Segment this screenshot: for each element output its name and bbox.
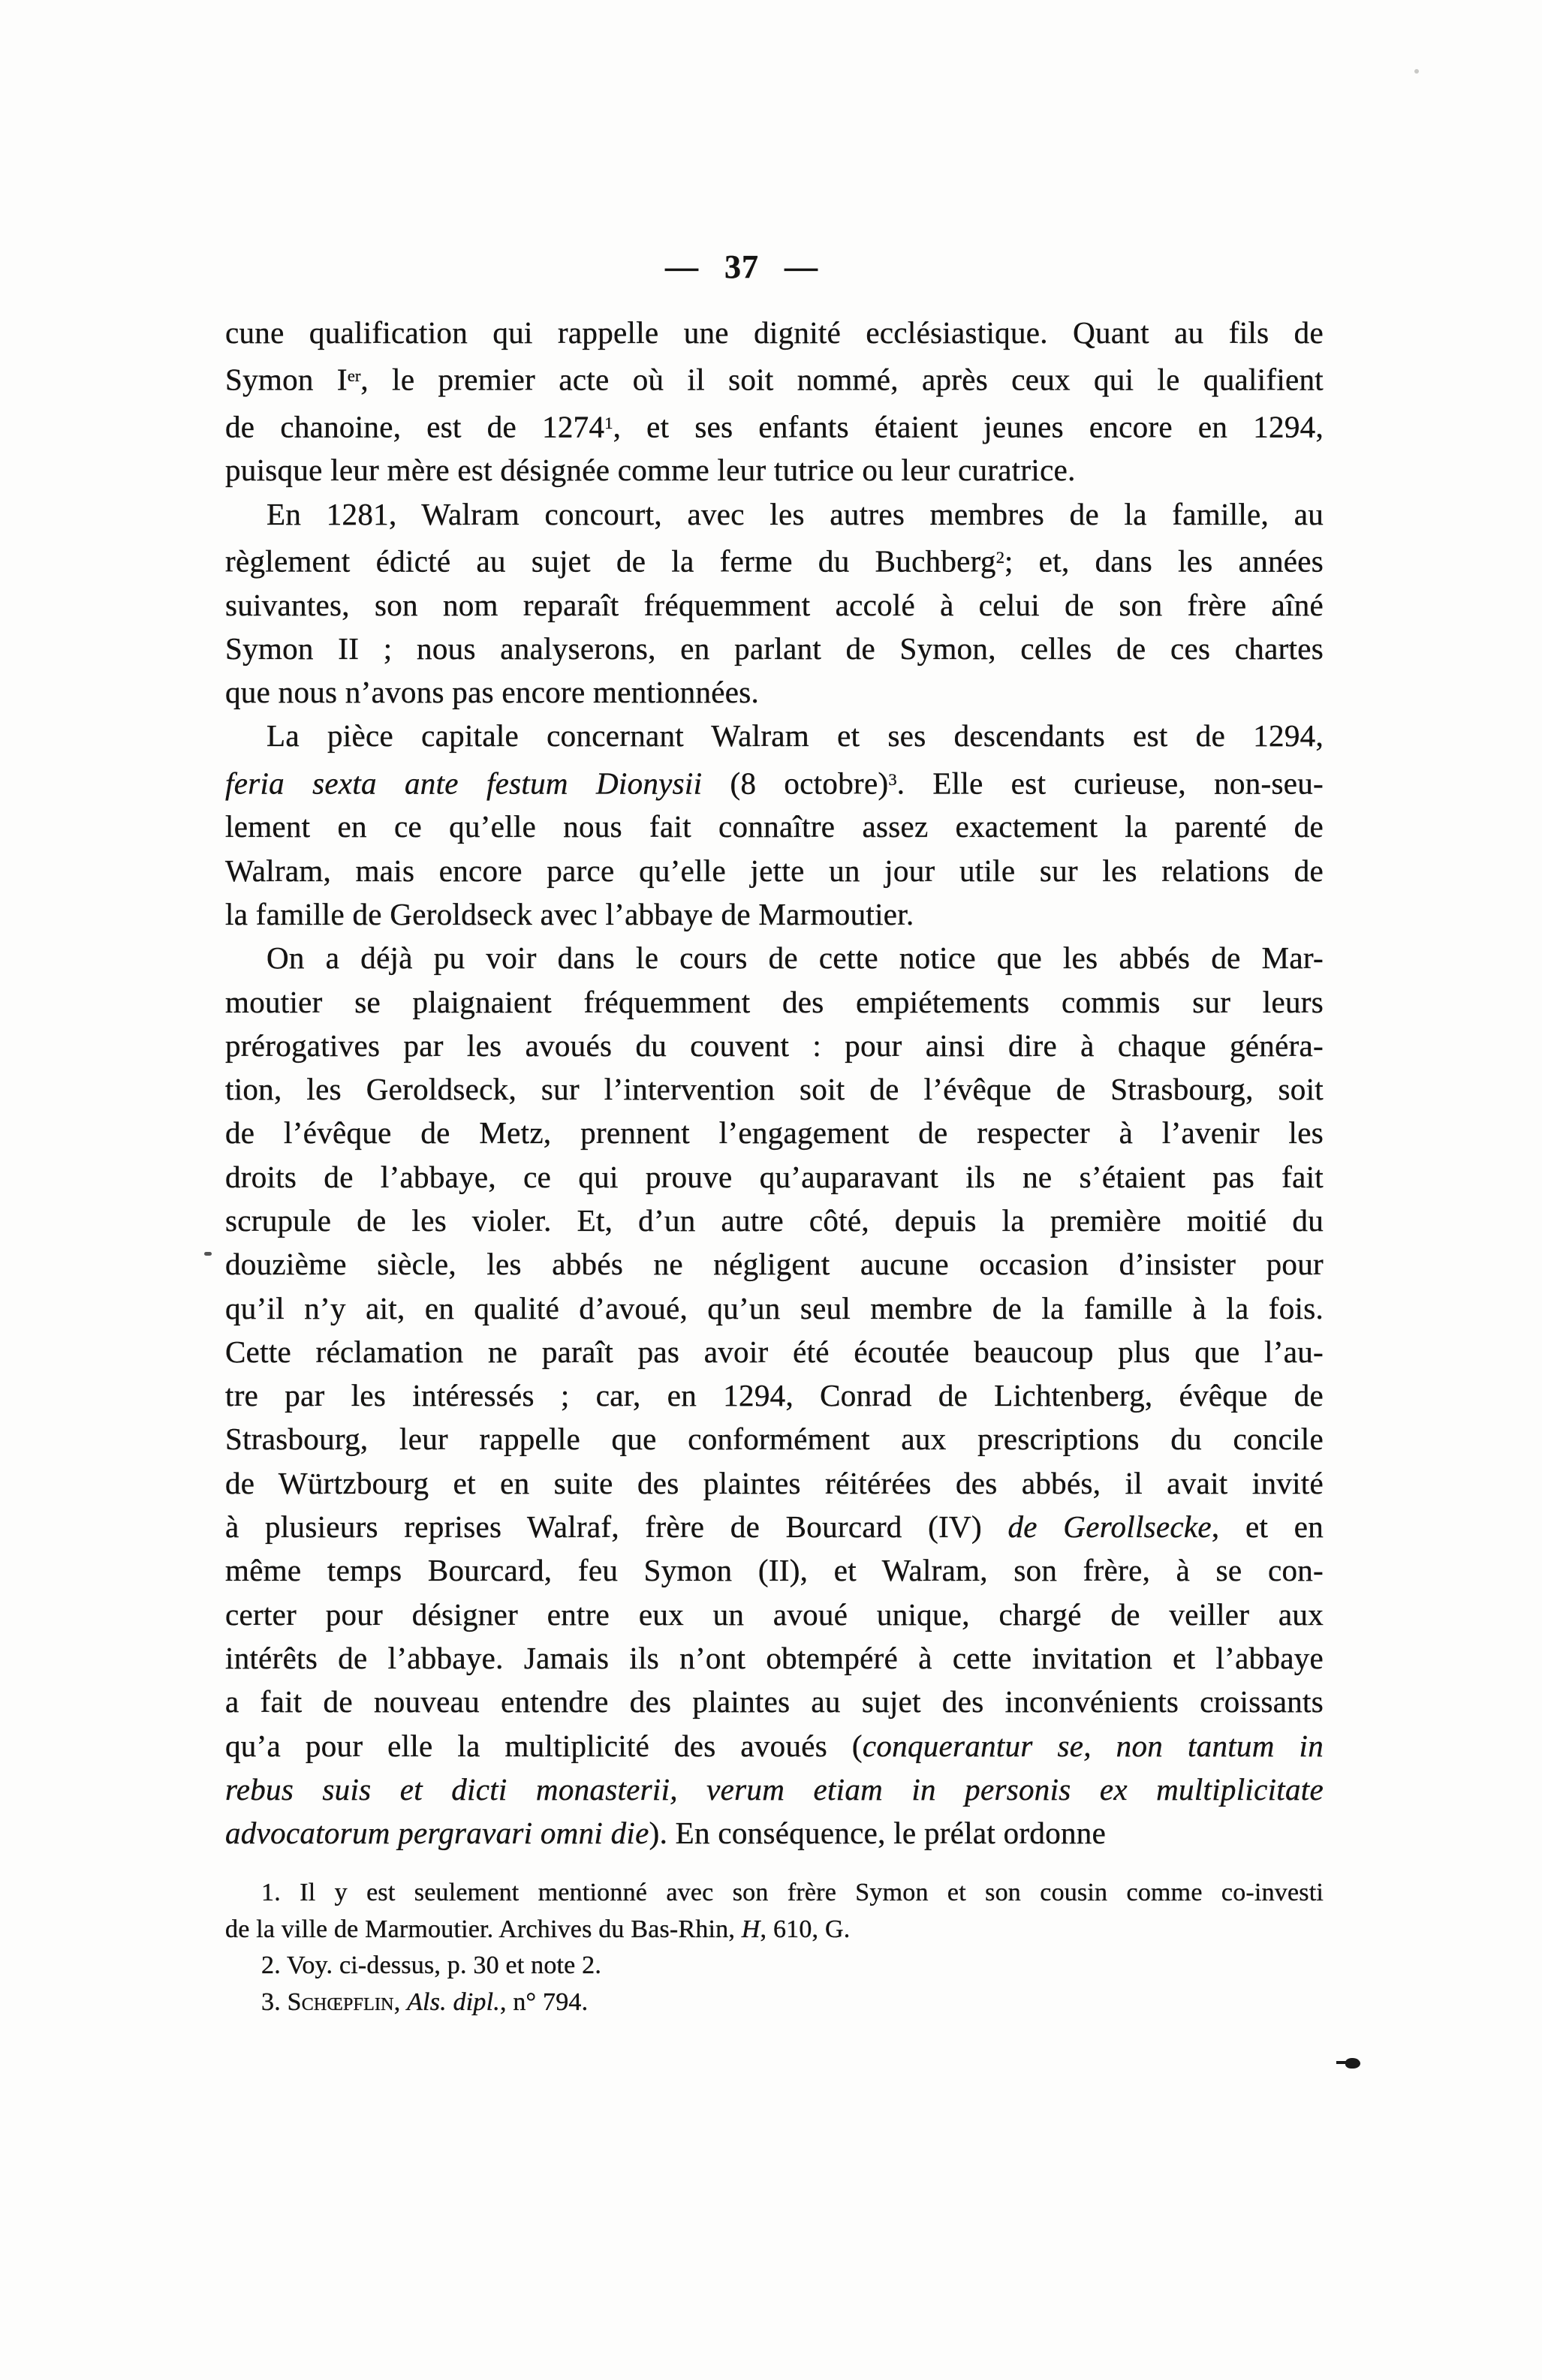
text-run: Symon II ; nous analyserons, en parlant de Symon, celles de ces chartes xyxy=(225,630,1324,666)
text-line xyxy=(225,805,1324,848)
text-run: 2 xyxy=(995,548,1004,567)
text-run: , et ses enfants étaient jeunes encore en 1294, xyxy=(613,409,1324,444)
text-run: Symon I xyxy=(225,362,348,397)
text-run: puisque leur mère est désignée comme leur tutrice ou leur curatrice. xyxy=(225,453,1076,488)
text-run: moutier se plaignaient fréquemment des empiétements commis sur leurs xyxy=(225,984,1324,1019)
text-run: . Elle est curieuse, non-seu- xyxy=(896,766,1324,801)
text-line xyxy=(225,1875,1324,1912)
text-run: advocatorum pergravari omni die xyxy=(225,1816,649,1851)
text-run: droits de l’abbaye, ce qui prouve qu’auparavant ils ne s’étaient pas fait xyxy=(225,1159,1324,1194)
text-line xyxy=(225,1768,1324,1811)
text-line xyxy=(225,980,1324,1024)
text-line xyxy=(225,1948,1324,1984)
text-line xyxy=(225,1286,1324,1330)
text-line xyxy=(225,1811,1324,1855)
text-line xyxy=(225,1199,1324,1242)
text-line xyxy=(225,354,1324,402)
text-run: Als. dipl. xyxy=(407,1987,500,2016)
text-line xyxy=(225,1330,1324,1374)
text-run: , xyxy=(393,1987,408,2016)
text-run: qu’il n’y ait, en qualité d’avoué, qu’un seul membre de la famille à la fois. xyxy=(225,1290,1324,1325)
text-run: certer pour désigner entre eux un avoué unique, chargé de veiller aux xyxy=(225,1596,1324,1632)
text-run: Walram, mais encore parce qu’elle jette un jour utile sur les relations de xyxy=(225,853,1324,888)
text-line xyxy=(225,936,1324,979)
page-body-text xyxy=(225,311,1324,1855)
text-line xyxy=(225,1548,1324,1592)
text-line xyxy=(225,758,1324,805)
text-run: de la ville de Marmoutier. Archives du Bas-Rhin, xyxy=(225,1915,742,1943)
text-line xyxy=(225,448,1324,492)
text-line xyxy=(225,1374,1324,1417)
text-line xyxy=(225,536,1324,583)
paragraph xyxy=(225,714,1324,936)
text-line xyxy=(225,1024,1324,1067)
text-run: lement en ce qu’elle nous fait connaître assez exactement la parenté de xyxy=(225,809,1324,844)
text-line xyxy=(225,402,1324,449)
text-line xyxy=(225,1912,1324,1948)
text-line xyxy=(225,892,1324,936)
text-run: intérêts de l’abbaye. Jamais ils n’ont obtempéré à cette invitation et l’abbaye xyxy=(225,1640,1324,1675)
text-run: feria sexta ante festum Dionysii xyxy=(225,766,703,801)
text-run: cune qualification qui rappelle une dignité ecclésiastique. Quant au fils de xyxy=(225,315,1324,350)
text-line xyxy=(225,1505,1324,1548)
text-run: de Gerollsecke xyxy=(1007,1509,1212,1545)
text-run: tion, les Geroldseck, sur l’intervention soit de l’évêque de Strasbourg, soit xyxy=(225,1072,1324,1107)
text-run: 3 xyxy=(888,769,897,789)
text-run: Strasbourg, leur rappelle que conformément aux prescriptions du concile xyxy=(225,1422,1324,1457)
text-run: prérogatives par les avoués du couvent : pour ainsi dire à chaque généra- xyxy=(225,1028,1324,1063)
text-line xyxy=(225,1984,1324,2021)
text-run: , n° 794. xyxy=(499,1987,589,2016)
text-line xyxy=(225,492,1324,536)
text-line xyxy=(225,849,1324,892)
text-line xyxy=(225,311,1324,354)
text-run: , et en xyxy=(1211,1509,1324,1545)
text-run: ). En conséquence, le prélat ordonne xyxy=(649,1816,1107,1851)
scan-speck xyxy=(204,1252,212,1256)
text-run: règlement édicté au sujet de la ferme du Buchberg xyxy=(225,543,996,579)
paragraph xyxy=(225,311,1324,492)
text-run: La pièce capitale concernant Walram et ses descendants est de 1294, xyxy=(267,718,1324,754)
text-line xyxy=(225,627,1324,670)
text-run: ; et, dans les années xyxy=(1004,543,1324,579)
text-line xyxy=(225,1724,1324,1768)
page-header xyxy=(194,248,1290,286)
text-line xyxy=(225,1242,1324,1286)
text-line xyxy=(225,1111,1324,1154)
text-run: la famille de Geroldseck avec l’abbaye de Marmoutier. xyxy=(225,896,914,931)
text-run: suivantes, son nom reparaît fréquemment accolé à celui de son frère aîné xyxy=(225,587,1324,622)
text-line xyxy=(225,670,1324,714)
text-line xyxy=(225,714,1324,757)
text-run: 1 xyxy=(604,413,613,432)
text-line xyxy=(225,1417,1324,1461)
text-line xyxy=(225,1461,1324,1505)
paragraph xyxy=(225,936,1324,1855)
text-run: scrupule de les violer. Et, d’un autre côté, depuis la première moitié du xyxy=(225,1203,1324,1238)
scan-speck xyxy=(1414,69,1419,74)
text-run: (8 octobre) xyxy=(702,766,889,801)
text-line xyxy=(225,1067,1324,1111)
text-line xyxy=(225,1593,1324,1636)
text-line xyxy=(225,1636,1324,1680)
text-run: 2. Voy. ci-dessus, p. 30 et note 2. xyxy=(261,1951,602,1979)
text-run: même temps Bourcard, feu Symon (II), et Walram, son frère, à se con- xyxy=(225,1553,1324,1588)
text-run: de Würtzbourg et en suite des plaintes réitérées des abbés, il avait invité xyxy=(225,1465,1324,1500)
text-run: On a déjà pu voir dans le cours de cette notice que les abbés de Mar- xyxy=(267,940,1324,976)
text-run: 1. Il y est seulement mentionné avec son frère Symon et son cousin comme co-investi xyxy=(261,1879,1324,1906)
text-run: H xyxy=(741,1915,760,1943)
text-run: que nous n’avons pas encore mentionnées. xyxy=(225,675,760,710)
text-run: tre par les intéressés ; car, en 1294, Conrad de Lichtenberg, évêque de xyxy=(225,1378,1324,1413)
text-run: douzième siècle, les abbés ne négligent aucune occasion d’insister pour xyxy=(225,1247,1324,1282)
page-number: 37 xyxy=(724,248,759,285)
text-run: qu’a pour elle la multiplicité des avoués ( xyxy=(225,1728,863,1763)
text-run: a fait de nouveau entendre des plaintes au sujet des inconvénients croissants xyxy=(225,1684,1324,1720)
text-run: à plusieurs reprises Walraf, frère de Bourcard (IV) xyxy=(225,1509,1008,1545)
text-run: Schœpflin xyxy=(287,1987,394,2016)
text-run: conquerantur se, non tantum in xyxy=(862,1728,1324,1763)
text-run: , le premier acte où il soit nommé, après ceux qui le qualifient xyxy=(360,362,1324,397)
text-run: 3. xyxy=(261,1987,288,2016)
text-run: En 1281, Walram concourt, avec les autres membres de la famille, au xyxy=(267,496,1324,531)
header-right-dash: — xyxy=(785,248,818,285)
text-line xyxy=(225,583,1324,627)
paragraph xyxy=(225,492,1324,715)
header-left-dash: — xyxy=(665,248,699,285)
scan-speck xyxy=(1345,2058,1360,2069)
text-run: de chanoine, est de 1274 xyxy=(225,409,605,444)
text-run: , 610, G. xyxy=(760,1915,851,1943)
text-line xyxy=(225,1155,1324,1199)
text-run: de l’évêque de Metz, prennent l’engagement de respecter à l’avenir les xyxy=(225,1115,1324,1151)
text-line xyxy=(225,1680,1324,1723)
text-run: Cette réclamation ne paraît pas avoir été écoutée beaucoup plus que l’au- xyxy=(225,1334,1324,1369)
text-run: er xyxy=(347,366,361,386)
text-run: rebus suis et dicti monasterii, verum etiam in personis ex multiplicitate xyxy=(225,1771,1324,1807)
footnotes xyxy=(225,1875,1324,2020)
